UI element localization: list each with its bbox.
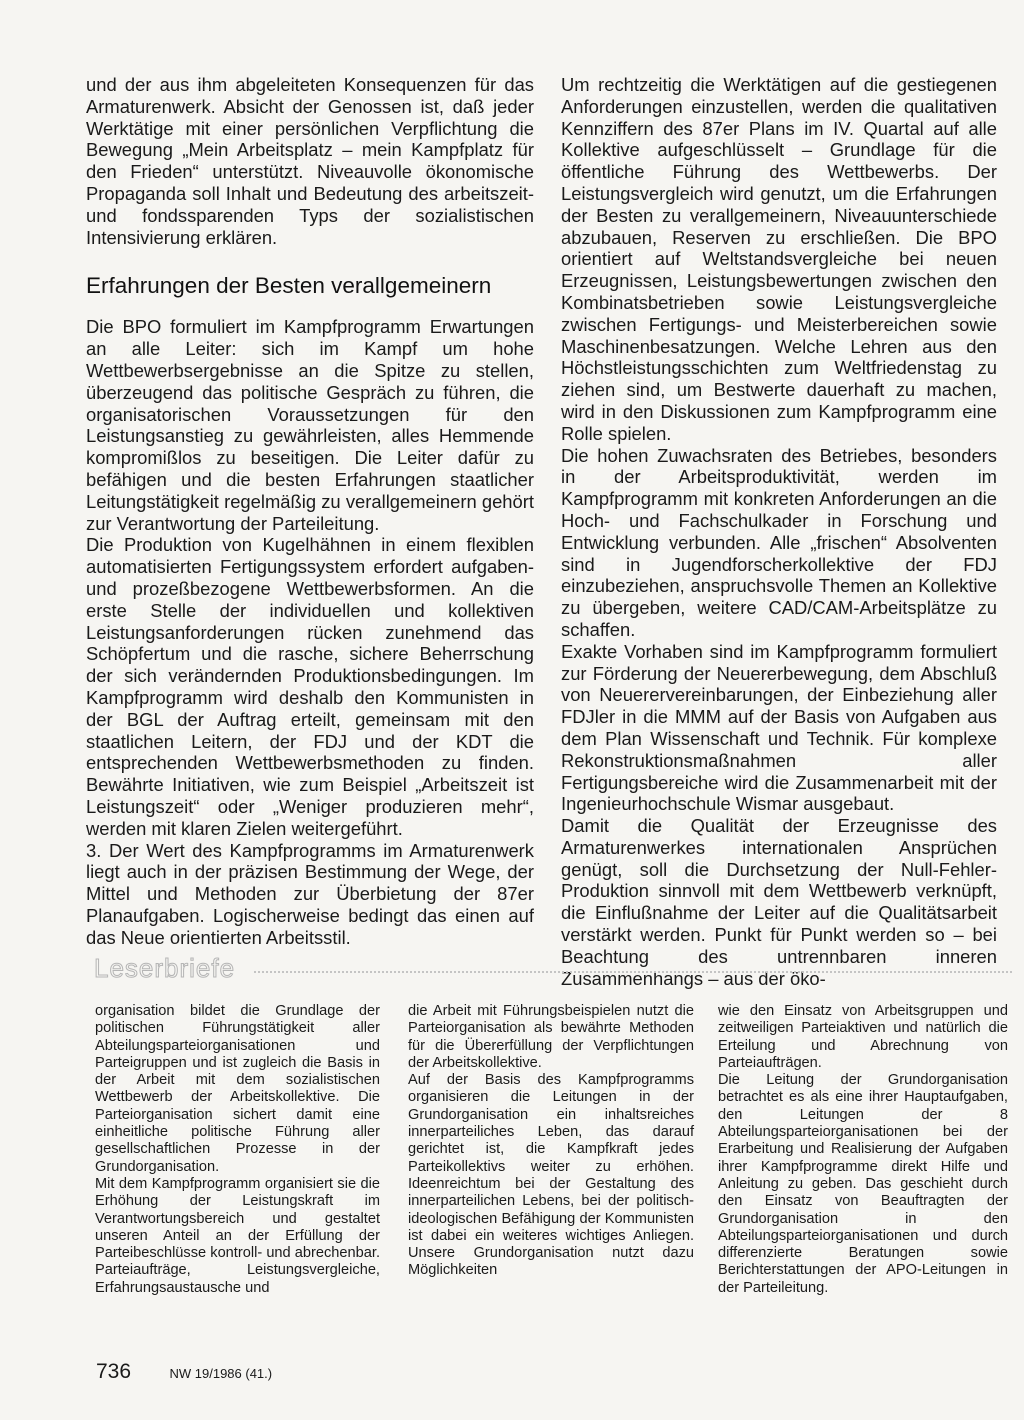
letters-column-3	[718, 1003, 1008, 1297]
letters-column-1	[95, 1003, 380, 1297]
subheading: Erfahrungen der Besten verallgemeinern	[86, 273, 492, 299]
page-footer	[96, 1360, 272, 1384]
paragraph: Auf der Basis des Kampfprogramms organisieren die Leitungen in der Grundorganisation ein inhaltsreiches innerparteiliches Leben, das darauf gerichtet ist, die Kampfkraft jedes Parteikollektivs weiter zu erhöhen. Ideenreichtum bei der Gestaltung des innerparteilichen Lebens, bei der politisch-ideologischen Befähigung der Kommunisten ist dabei ein weiteres wichtiges Anliegen. Unsere Grundorganisation nutzt dazu Möglichkeiten	[408, 1072, 694, 1279]
paragraph: Die Leitung der Grundorganisation betrachtet es als eine ihrer Hauptaufgaben, den Leitungen der 8 Abteilungsparteiorganisationen bei der Erarbeitung und Realisierung der Aufgaben ihrer Kampfprogramme direkt Hilfe und Anleitung zu geben. Das geschieht durch den Einsatz von Beauftragten der Grundorganisation in den Abteilungsparteiorganisationen und durch differenzierte Beratungen sowie Berichterstattungen der APO-Leitungen in der Parteileitung.	[718, 1072, 1008, 1296]
paragraph: die Arbeit mit Führungsbeispielen nutzt die Parteiorganisation als bewährte Methoden für die Übererfüllung der Verpflichtungen der Arbeitskollektive.	[408, 1003, 694, 1071]
paragraph: Damit die Qualität der Erzeugnisse des Armaturenwerkes internationalen Ansprüchen genügt, soll die Durchsetzung der Null-Fehler-Produktion sinnvoll mit dem Wettbewerb verknüpft, die Einflußnahme der Leiter auf die Qualitätsarbeit verstärkt werden. Punkt für Punkt werden so – bei Beachtung des untrennbaren inneren Zusammenhangs – aus der öko-	[561, 815, 997, 989]
paragraph: wie den Einsatz von Arbeitsgruppen und zeitweiligen Parteiaktiven und natürlich die Erteilung und Abrechnung von Parteiaufträgen.	[718, 1003, 1008, 1071]
paragraph: Die hohen Zuwachsraten des Betriebes, besonders in der Arbeitsproduktivität, werden im Kampfprogramm mit konkreten Anforderungen an die Hoch- und Fachschulkader in Forschung und Entwicklung verbunden. Alle „frischen“ Absolventen sind in Jugendforscherkollektive der FDJ einzubeziehen, anspruchsvolle Themen an Kollektive zu übergeben, weitere CAD/CAM-Arbeitsplätze zu schaffen.	[561, 444, 997, 640]
paragraph: 3. Der Wert des Kampfprogramms im Armaturenwerk liegt auch in der präzisen Bestimmung der Wege, der Mittel und Methoden zur Überbietung der 87er Planaufgaben. Logischerweise bedingt das einen auf das Neue orientierten Arbeitsstil.	[86, 839, 534, 948]
paragraph: organisation bildet die Grundlage der politischen Führungstätigkeit aller Abteilungsparteiorganisationen und Parteigruppen und ist zugleich die Basis in der Arbeit mit dem sozialistischen Wettbewerb der Arbeitskollektive. Die Parteiorganisation sichert damit eine einheitliche politische Führung aller gesellschaftlichen Prozesse in der Grundorganisation.	[95, 1003, 380, 1175]
paragraph: Die BPO formuliert im Kampfprogramm Erwartungen an alle Leiter: sich im Kampf um hohe Wettbewerbsergebnisse an die Spitze zu stellen, überzeugend das politische Gespräch zu führen, die organisatorischen Voraussetzungen für den Leistungsanstieg zu gewährleisten, alles Hemmende kompromißlos zu beseitigen. Die Leiter dafür zu befähigen und die besten Erfahrungen staatlicher Leitungstätigkeit regelmäßig zu verallgemeinern gehört zur Verantwortung der Parteileitung.	[86, 316, 534, 534]
section-header	[94, 953, 1012, 987]
letters-column-2	[408, 1003, 694, 1280]
section-divider	[254, 971, 1012, 973]
paragraph: Mit dem Kampfprogramm organisiert sie die Erhöhung der Leistungskraft im Verantwortungsbereich und gestaltet unseren Anteil an der Erfüllung der Parteibeschlüsse kontroll- und abrechenbar. Parteiaufträge, Leistungsvergleiche, Erfahrungsaustausche und	[95, 1175, 380, 1296]
article-column-right	[561, 74, 997, 989]
journal-reference: NW 19/1986 (41.)	[169, 1366, 273, 1381]
section-label: Leserbriefe	[94, 953, 236, 983]
article-column-left	[86, 74, 534, 948]
paragraph: und der aus ihm abgeleiteten Konsequenzen für das Armaturenwerk. Absicht der Genossen ist, daß jeder Werktätige mit einer persönlichen Verpflichtung die Bewegung „Mein Arbeitsplatz – mein Kampfplatz für den Frieden“ unterstützt. Niveauvolle ökonomische Propaganda soll Inhalt und Bedeutung des arbeitszeit- und fondssparenden Typs der sozialistischen Intensivierung erklären.	[86, 74, 534, 248]
paragraph: Die Produktion von Kugelhähnen in einem flexiblen automatisierten Fertigungssystem erfordert aufgaben- und prozeßbezogene Wettbewerbsformen. An die erste Stelle der individuellen und kollektiven Leistungsanforderungen rücken zunehmend das Schöpfertum und die rasche, sichere Beherrschung der sich verändernden Produktionsbedingungen. Im Kampfprogramm wird deshalb den Kommunisten in der BGL der Auftrag erteilt, gemeinsam mit den staatlichen Leitern, der FDJ und der KDT die entsprechenden Wettbewerbsmethoden zu finden. Bewährte Initiativen, wie zum Beispiel „Arbeitszeit ist Leistungszeit“ oder „Weniger produzieren mehr“, werden mit klaren Zielen weitergeführt.	[86, 534, 534, 839]
page-number: 736	[96, 1360, 132, 1383]
paragraph: Exakte Vorhaben sind im Kampfprogramm formuliert zur Förderung der Neuererbewegung, dem Abschluß von Neuerervereinbarungen, der Einbeziehung aller FDJler in die MMM auf der Basis von Aufgaben aus dem Plan Wissenschaft und Technik. Für komplexe Rekonstruktionsmaßnahmen aller Fertigungsbereiche wird die Zusammenarbeit mit der Ingenieurhochschule Wismar ausgebaut.	[561, 640, 997, 815]
paragraph: Um rechtzeitig die Werktätigen auf die gestiegenen Anforderungen einzustellen, werden die qualitativen Kennziffern des 87er Plans im IV. Quartal auf alle Kollektive aufgeschlüsselt – Grundlage für die öffentliche Führung des Wettbewerbs. Der Leistungsvergleich wird genutzt, um die Erfahrungen der Besten zu verallgemeinern, Niveauunterschiede abzubauen, Reserven zu erschließen. Die BPO orientiert auf Weltstandsvergleiche bei neuen Erzeugnissen, Leistungsbewertungen zwischen den Kombinatsbetrieben sowie Leistungsvergleiche zwischen Fertigungs- und Meisterbereichen sowie Maschinenbesatzungen. Welche Lehren aus den Höchstleistungsschichten zum Weltfriedenstag zu ziehen sind, um Bestwerte dauerhaft zu machen, wird in den Diskussionen zum Kampfprogramm eine Rolle spielen.	[561, 74, 997, 444]
